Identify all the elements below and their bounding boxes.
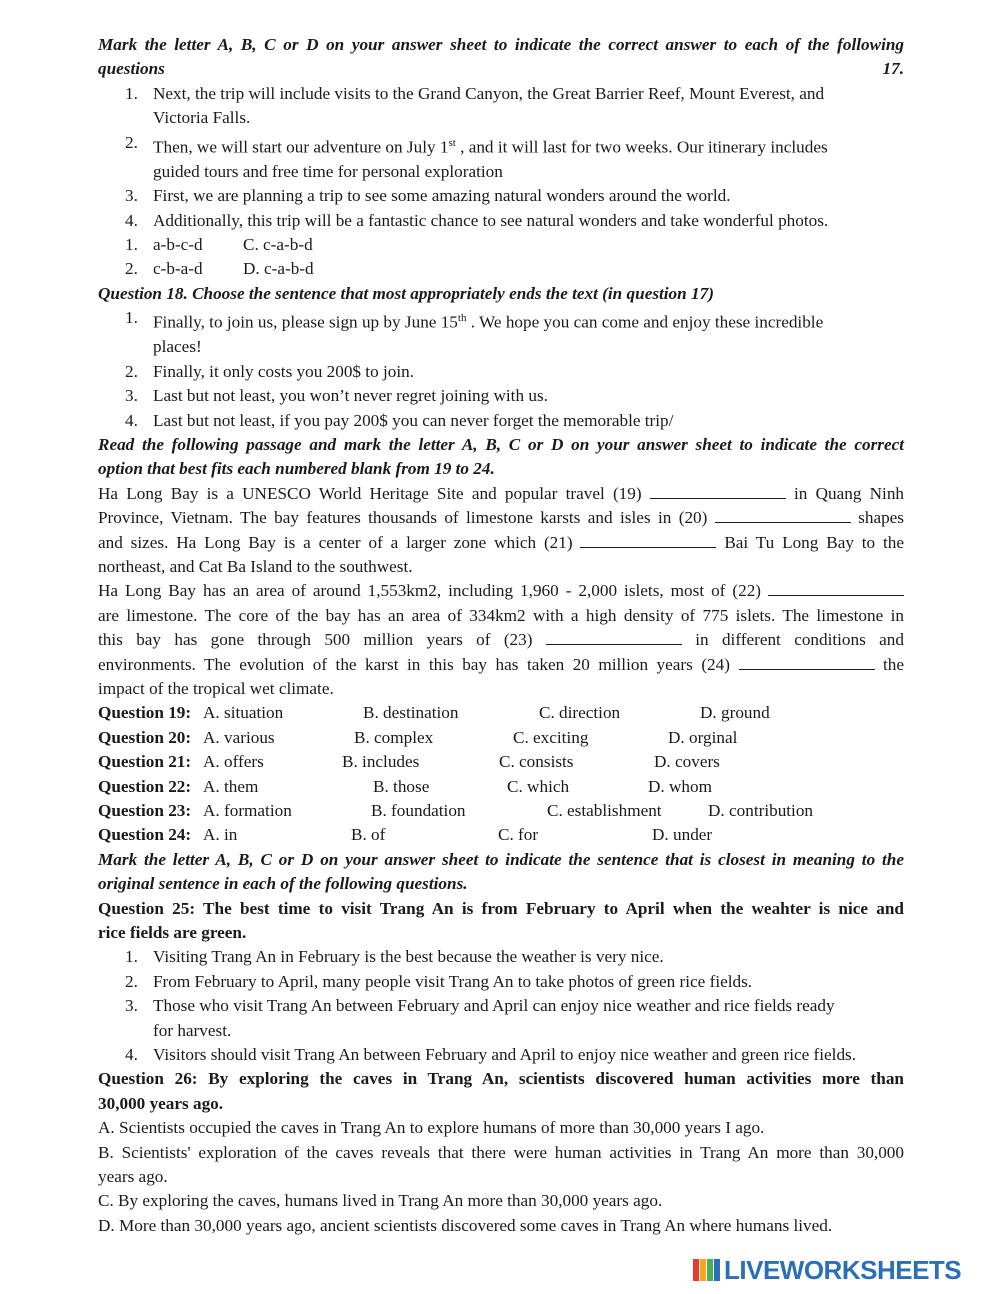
list-item: 4. Last but not least, if you pay 200$ you can never forget the memorable trip/ [125,410,674,430]
q26-options [98,1116,904,1238]
list-item: 2. Finally, it only costs you 200$ to join. [125,361,415,381]
list-item: 1. Finally, to join us, please sign up by June 15th . We hope you can come and enjoy these incredible places! [125,308,824,357]
q25-list [98,945,904,1067]
blank-23[interactable] [546,629,682,645]
instruction-passage: Read the following passage and mark the letter A, B, C or D on your answer sheet to indicate the correct [98,434,904,454]
blank-20[interactable] [715,507,851,523]
list-item: 1. Visiting Trang An in February is the best because the weather is very nice. [125,947,664,967]
mcq-table [98,701,904,847]
mcq-row-19: Question 19: A. situation B. destination C. direction D. ground [98,703,770,723]
logo-bar-orange [700,1259,706,1281]
mcq-row-20: Question 20: A. various B. complex C. exciting D. orginal [98,727,738,747]
question-25-stem: Question 25: The best time to visit Trang An is from February to April when the weahter is nice and [98,898,904,918]
logo-text: LIVEWORKSHEETS [724,1254,962,1285]
answer-option-a: A. Scientists occupied the caves in Trang An to explore humans of more than 30,000 years I ago. [98,1118,765,1138]
list-item: 3. Last but not least, you won’t never regret joining with us. [125,386,548,406]
mcq-row-21: Question 21: A. offers B. includes C. consists D. covers [98,752,720,772]
mcq-row-24: Question 24: A. in B. of C. for D. under [98,825,713,845]
blank-24[interactable] [739,654,875,670]
list-item: 2. From February to April, many people visit Trang An to take photos of green rice fields. [125,971,753,991]
answer-option: 1. a-b-c-d C. c-a-b-d [125,234,313,254]
passage-paragraph-2: Ha Long Bay has an area of around 1,553km2, including 1,960 - 2,000 islets, most of (22) are limestone. The core of the bay has an area of 334km2 with a high density of 775 islets. The limestone in this bay has gone through 500 million years of (23) in different conditions and environments. The evolution of the karst in this bay has taken 20 million years (24) the impact of the tropical wet climate. [98,581,905,699]
blank-21[interactable] [580,532,716,548]
answer-option: 2. c-b-a-d D. c-a-b-d [125,259,314,279]
list-item: 2. Then, we will start our adventure on July 1st , and it will last for two weeks. Our itinerary includes guided tours and free time for personal exploration [125,132,828,181]
heading-q18: Question 18. Choose the sentence that most appropriately ends the text (in question 17) [98,283,714,303]
blank-19[interactable] [650,483,786,499]
list-item: 3. First, we are planning a trip to see some amazing natural wonders around the world. [125,186,731,206]
question-26-stem: Question 26: By exploring the caves in Trang An, scientists discovered human activities more than [98,1069,904,1089]
worksheet-page [98,33,904,1238]
q18-list [98,306,904,433]
instruction-passage-2: option that best fits each numbered blank from 19 to 24. [98,459,495,479]
liveworksheets-logo [693,1254,962,1285]
instruction-q17: Mark the letter A, B, C or D on your answer sheet to indicate the correct answer to each of the following questions 17. [98,35,904,79]
answer-option-b: B. Scientists' exploration of the caves reveals that there were human activities in Trang An more than 30,000 [98,1142,904,1162]
logo-bar-blue [714,1259,720,1281]
list-item: 4. Visitors should visit Trang An between February and April to enjoy nice weather and green rice fields. [125,1045,857,1065]
logo-bar-red [693,1259,699,1281]
answer-option-c: C. By exploring the caves, humans lived in Trang An more than 30,000 years ago. [98,1191,663,1211]
instruction-q25: Mark the letter A, B, C or D on your answer sheet to indicate the sentence that is closest in meaning to the [98,849,904,869]
question-26-stem-2: 30,000 years ago. [98,1093,224,1113]
list-item: 3. Those who visit Trang An between February and April can enjoy nice weather and rice fields ready for harvest. [125,996,835,1040]
question-25-stem-2: rice fields are green. [98,923,247,942]
answer-option-b-cont: years ago. [98,1167,168,1187]
list-item: 1. Next, the trip will include visits to the Grand Canyon, the Great Barrier Reef, Mount Everest, and Victoria Falls. [125,83,825,128]
logo-bar-green [707,1259,713,1281]
answer-option-d: D. More than 30,000 years ago, ancient scientists discovered some caves in Trang An where humans lived. [98,1215,833,1235]
q17-list [98,82,904,282]
mcq-row-22: Question 22: A. them B. those C. which D. whom [98,776,712,796]
passage-paragraph-1: Ha Long Bay is a UNESCO World Heritage Site and popular travel (19) in Quang Ninh Province, Vietnam. The bay features thousands of limestone karsts and isles in (20) shapes and sizes. Ha Long Bay is a center of a larger zone which (21) Bai Tu Long Bay to the northeast, and Cat Ba Island to the southwest. [98,483,905,576]
blank-22[interactable] [768,580,904,596]
mcq-row-23: Question 23: A. formation B. foundation C. establishment D. contribution [98,801,814,820]
instruction-q25-2: original sentence in each of the following questions. [98,874,468,894]
logo-mark-icon [693,1259,720,1281]
list-item: 4. Additionally, this trip will be a fantastic chance to see natural wonders and take wonderful photos. [125,210,829,230]
